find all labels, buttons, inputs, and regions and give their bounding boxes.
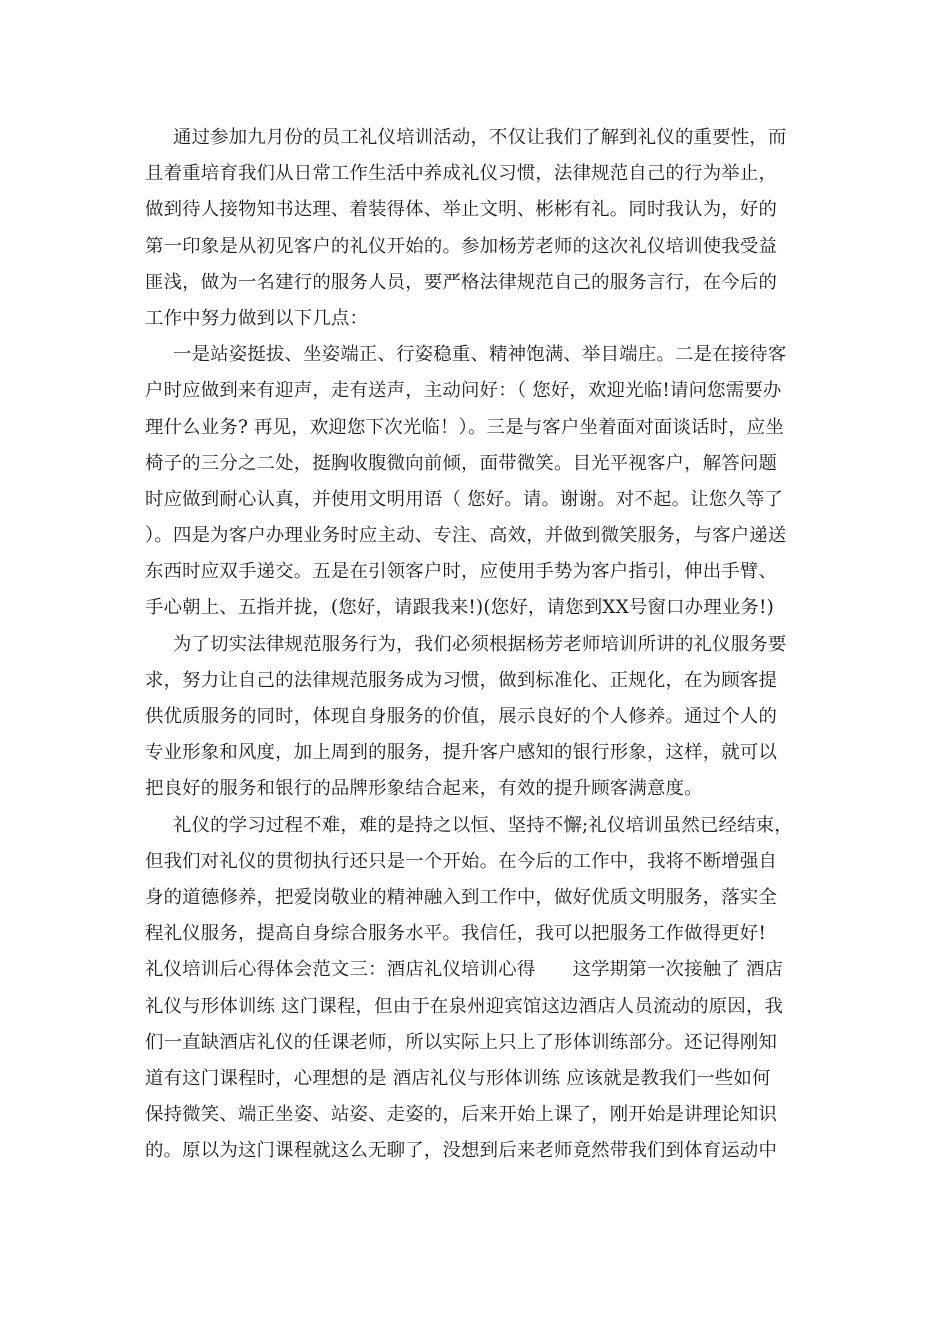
text-line: 理什么业务? 再见，欢迎您下次光临！）。三是与客户坐着面对面谈话时，应坐 [145, 416, 784, 438]
text-line: 礼仪与形体训练 这门课程，但由于在泉州迎宾馆这边酒店人员流动的原因，我 [145, 995, 784, 1017]
text-line: 通过参加九月份的员工礼仪培训活动，不仅让我们了解到礼仪的重要性，而 [173, 127, 787, 148]
text-line: 专业形象和风度，加上周到的服务，提升客户感知的银行形象，这样，就可以 [145, 742, 778, 764]
text-line: ）。四是为客户办理业务时应主动、专注、高效，并做到微笑服务，与客户递送 [145, 525, 787, 547]
text-line: 户时应做到来有迎声，走有送声，主动问好：（ 您好，欢迎光临!请问您需要办 [145, 380, 782, 402]
text-line: 为了切实法律规范服务行为，我们必须根据杨芳老师培训所讲的礼仪服务要 [173, 633, 787, 655]
text-line: 供优质服务的同时，体现自身服务的价值，展示良好的个人修养。通过个人的 [145, 706, 778, 727]
document-page [145, 120, 805, 1169]
text-line: 的。原以为这门课程就这么无聊了，没想到后来老师竟然带我们到体育运动中 [145, 1140, 778, 1162]
text-line: 做到待人接物知书达理、着装得体、举止文明、彬彬有礼。同时我认为，好的 [145, 199, 778, 221]
text-line: 们一直缺酒店礼仪的任课老师，所以实际上只上了形体训练部分。还记得刚知 [145, 1031, 778, 1053]
text-line: 保持微笑、端正坐姿、站姿、走姿的，后来开始上课了，刚开始是讲理论知识 [145, 1104, 778, 1126]
text-line: 椅子的三分之二处，挺胸收腹微向前倾，面带微笑。目光平视客户，解答问题 [145, 452, 778, 474]
text-line: 但我们对礼仪的贯彻执行还只是一个开始。在今后的工作中，我将不断增强自 [145, 850, 778, 872]
text-line: 把良好的服务和银行的品牌形象结合起来，有效的提升顾客满意度。 [145, 778, 703, 800]
text-line: 匪浅，做为一名建行的服务人员，要严格法律规范自己的服务言行，在今后的 [145, 271, 778, 293]
text-line: 礼仪的学习过程不难，难的是持之以恒、坚持不懈;礼仪培训虽然已经结束， [173, 814, 793, 836]
text-line: 工作中努力做到以下几点： [145, 307, 369, 329]
text-line: 时应做到耐心认真，并使用文明用语（ 您好。请。谢谢。对不起。让您久等了 [145, 488, 784, 510]
text-line: 且着重培育我们从日常工作生活中养成礼仪习惯，法律规范自己的行为举止， [145, 163, 778, 185]
text-line: 手心朝上、五指并拢，(您好，请跟我来!)(您好，请您到XX号窗口办理业务!) [145, 597, 774, 619]
text-line: 第一印象是从初见客户的礼仪开始的。参加杨芳老师的这次礼仪培训使我受益 [145, 235, 778, 257]
text-line: 道有这门课程时，心理想的是 酒店礼仪与形体训练 应该就是教我们一些如何 [145, 1067, 771, 1089]
text-line: 东西时应双手递交。五是在引领客户时，应使用手势为客户指引，伸出手臂、 [145, 561, 778, 583]
text-line: 身的道德修养，把爱岗敬业的精神融入到工作中，做好优质文明服务，落实全 [145, 886, 778, 908]
text-line: 一是站姿挺拔、坐姿端正、行姿稳重、精神饱满、举目端庄。二是在接待客 [173, 344, 787, 366]
text-line: 程礼仪服务，提高自身综合服务水平。我信任，我可以把服务工作做得更好! [145, 923, 767, 945]
text-line: 求，努力让自己的法律规范服务成为习惯，做到标准化、正规化，在为顾客提 [145, 669, 778, 691]
text-line: 礼仪培训后心得体会范文三：酒店礼仪培训心得 这学期第一次接触了 酒店 [145, 959, 784, 981]
